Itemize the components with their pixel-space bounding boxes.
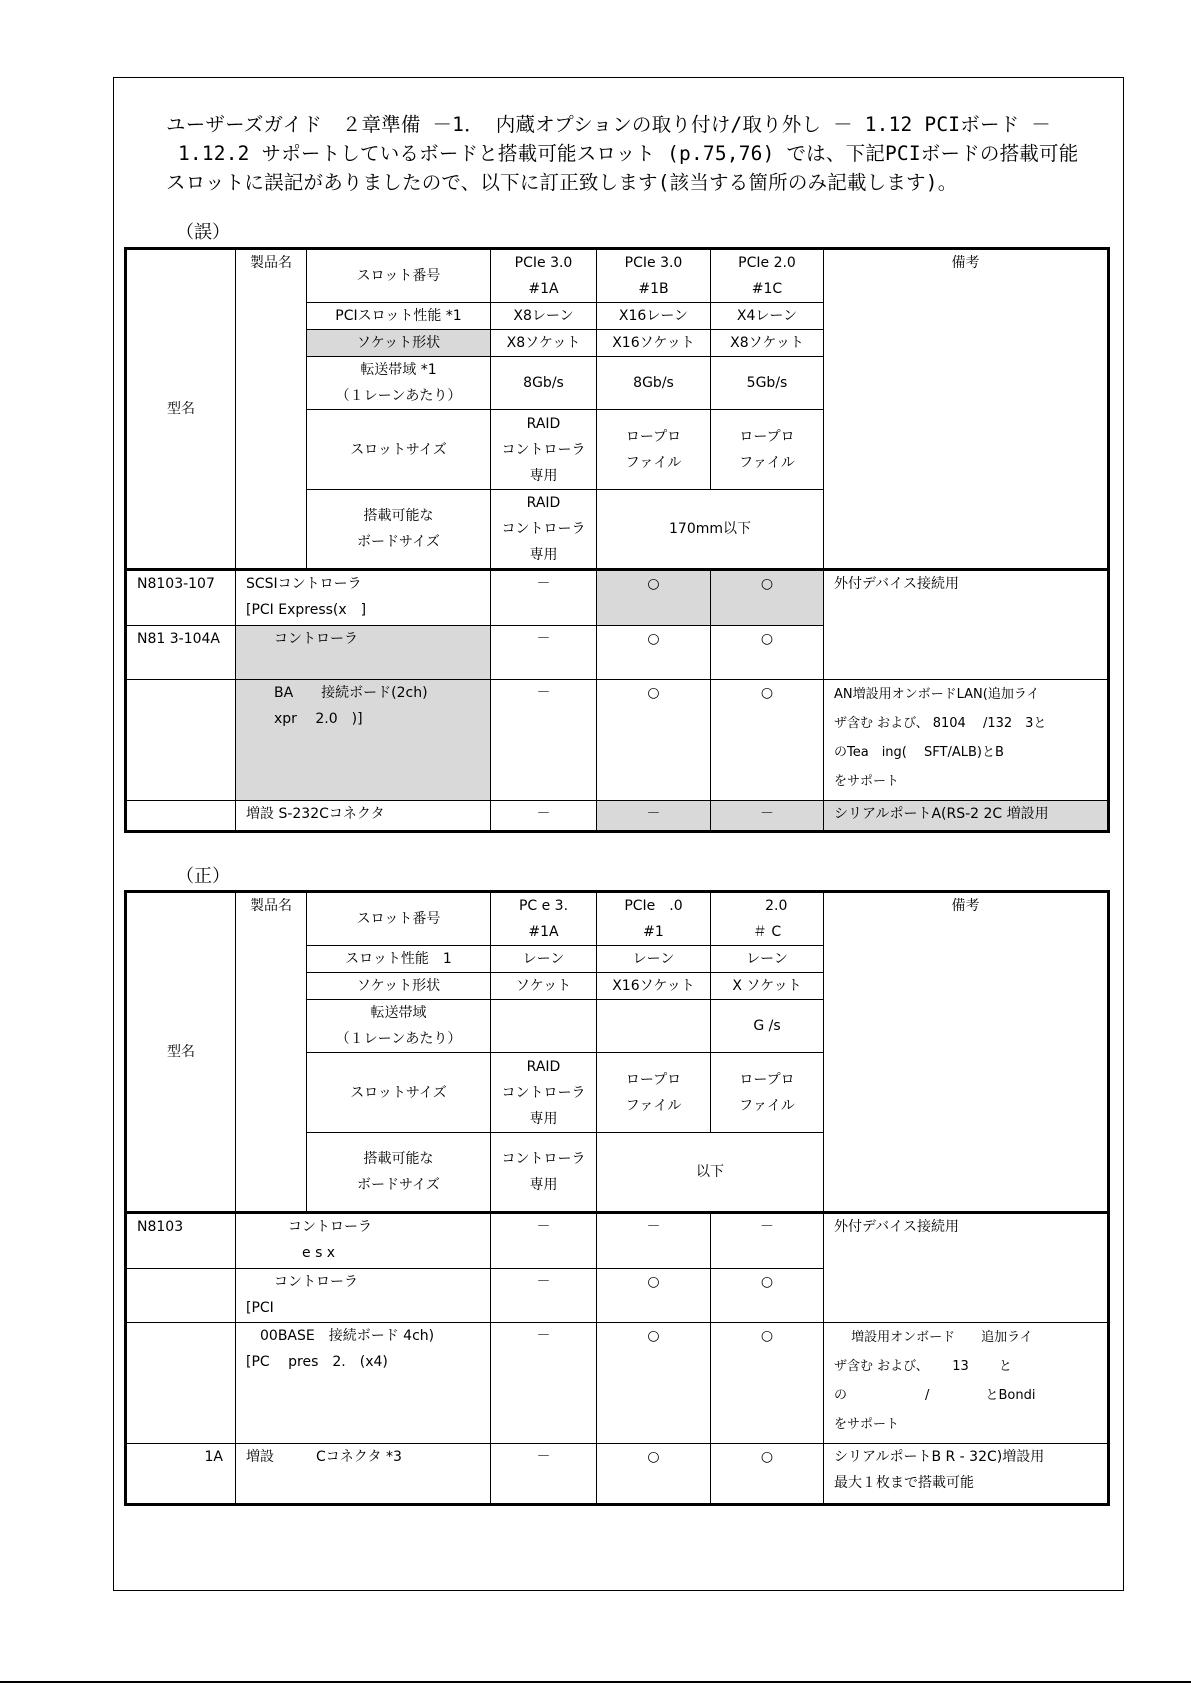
- row-slot-1c: －: [711, 1213, 824, 1269]
- row-model: N8103-107: [126, 570, 236, 626]
- row-slot-1b: －: [597, 1213, 711, 1269]
- row-slot-1b: ○: [597, 1323, 711, 1444]
- row-product: 00BASE 接続ボード 4ch) [PC pres 2. (x4): [236, 1323, 491, 1444]
- row-slot-1a: －: [491, 801, 597, 832]
- bandwidth-label: 転送帯域 *1 （１レーンあたり）: [307, 357, 491, 410]
- row-model: [126, 1323, 236, 1444]
- row-product: コントローラ [PCI: [236, 1269, 491, 1323]
- row-slot-1a: －: [491, 1213, 597, 1269]
- slot-1b-header: PCIe 3.0 #1B: [597, 249, 711, 303]
- slot-size-cell: RAID コントローラ 専用: [491, 1053, 597, 1133]
- socket-cell: X8ソケット: [711, 330, 824, 357]
- perf-cell: X4レーン: [711, 303, 824, 330]
- bandwidth-cell: [491, 1000, 597, 1053]
- product-header: 製品名: [236, 892, 307, 1213]
- perf-cell: X16レーン: [597, 303, 711, 330]
- bandwidth-cell: 8Gb/s: [491, 357, 597, 410]
- intro-text: [166, 110, 1116, 197]
- perf-label: PCIスロット性能 *1: [307, 303, 491, 330]
- row-slot-1c: －: [711, 801, 824, 832]
- slot-1b-header: PCIe .0 #1: [597, 892, 711, 946]
- row-slot-1b: ○: [597, 626, 711, 680]
- slot-size-cell: ロープロ ファイル: [711, 1053, 824, 1133]
- row-product: コントローラ e s x: [236, 1213, 491, 1269]
- slot-1a-header: PC e 3. #1A: [491, 892, 597, 946]
- slot-size-label: スロットサイズ: [307, 410, 491, 490]
- bandwidth-cell: [597, 1000, 711, 1053]
- row-model: N8103: [126, 1213, 236, 1269]
- perf-cell: X8レーン: [491, 303, 597, 330]
- perf-cell: レーン: [711, 946, 824, 973]
- row-product: SCSIコントローラ [PCI Express(x ]: [236, 570, 491, 626]
- bandwidth-label: 転送帯域 （１レーンあたり）: [307, 1000, 491, 1053]
- row-product: 増設 S-232Cコネクタ: [236, 801, 491, 832]
- board-size-cell: RAID コントローラ 専用: [491, 490, 597, 570]
- row-remark: 外付デバイス接続用: [824, 570, 1109, 680]
- board-size-cell: 170mm以下: [597, 490, 824, 570]
- row-model: 1A: [126, 1444, 236, 1505]
- bandwidth-cell: 8Gb/s: [597, 357, 711, 410]
- row-remark: 増設用オンボード 追加ライ ザ含む および、 13 と の / とBondi をサポート: [824, 1323, 1109, 1444]
- slot-1c-header: 2.0 ＃ C: [711, 892, 824, 946]
- row-product: 増設 Cコネクタ *3: [236, 1444, 491, 1505]
- perf-cell: レーン: [491, 946, 597, 973]
- wrong-table: [124, 247, 1110, 833]
- row-slot-1b: －: [597, 801, 711, 832]
- row-slot-1a: －: [491, 570, 597, 626]
- socket-cell: X ソケット: [711, 973, 824, 1000]
- row-slot-1a: －: [491, 1269, 597, 1323]
- row-remark: シリアルポートA(RS-2 2C 増設用: [824, 801, 1109, 832]
- socket-cell: X16ソケット: [597, 330, 711, 357]
- slot-number-header: スロット番号: [307, 892, 491, 946]
- slot-1a-header: PCIe 3.0 #1A: [491, 249, 597, 303]
- wrong-label: （誤）: [176, 222, 230, 243]
- slot-size-cell: RAID コントローラ 専用: [491, 410, 597, 490]
- remarks-header: 備考: [824, 249, 1109, 570]
- intro-line-1: ユーザーズガイド ２章準備 －1． 内蔵オプションの取り付け/取り外し － 1.12 PCIボード －: [166, 113, 1051, 136]
- bandwidth-cell: G /s: [711, 1000, 824, 1053]
- row-slot-1a: －: [491, 680, 597, 801]
- slot-size-label: スロットサイズ: [307, 1053, 491, 1133]
- board-size-label: 搭載可能な ボードサイズ: [307, 490, 491, 570]
- board-size-cell: 以下: [597, 1133, 824, 1213]
- socket-cell: ソケット: [491, 973, 597, 1000]
- row-slot-1c: ○: [711, 680, 824, 801]
- row-slot-1c: ○: [711, 626, 824, 680]
- perf-cell: レーン: [597, 946, 711, 973]
- row-slot-1b: ○: [597, 680, 711, 801]
- slot-size-cell: ロープロ ファイル: [597, 410, 711, 490]
- bandwidth-cell: 5Gb/s: [711, 357, 824, 410]
- row-slot-1c: ○: [711, 1269, 824, 1323]
- row-slot-1b: ○: [597, 1269, 711, 1323]
- row-remark: AN増設用オンボードLAN(追加ライ ザ含む および、 8104 /132 3と のTea ing( SFT/ALB)とB をサポート: [824, 680, 1109, 801]
- board-size-cell: コントローラ 専用: [491, 1133, 597, 1213]
- socket-cell: X16ソケット: [597, 973, 711, 1000]
- row-slot-1c: ○: [711, 1323, 824, 1444]
- socket-cell: X8ソケット: [491, 330, 597, 357]
- row-remark: 外付デバイス接続用: [824, 1213, 1109, 1323]
- slot-1c-header: PCIe 2.0 #1C: [711, 249, 824, 303]
- row-slot-1a: －: [491, 1323, 597, 1444]
- intro-line-3: スロットに誤記がありましたので、以下に訂正致します(該当する箇所のみ記載します)。: [166, 171, 958, 194]
- slot-size-cell: ロープロ ファイル: [597, 1053, 711, 1133]
- slot-number-header: スロット番号: [307, 249, 491, 303]
- row-slot-1c: ○: [711, 1444, 824, 1505]
- intro-line-2: 1.12.2 サポートしているボードと搭載可能スロット (p.75,76) では、下記PCIボードの搭載可能: [166, 142, 1079, 165]
- socket-label: ソケット形状: [307, 973, 491, 1000]
- correct-label: （正）: [176, 866, 230, 887]
- correct-table: [124, 890, 1110, 1506]
- row-model: [126, 801, 236, 832]
- row-remark: シリアルポートB R - 32C)増設用 最大１枚まで搭載可能: [824, 1444, 1109, 1505]
- perf-label: スロット性能 1: [307, 946, 491, 973]
- bottom-edge-line: [0, 1681, 1191, 1683]
- remarks-header: 備考: [824, 892, 1109, 1213]
- product-header: 製品名: [236, 249, 307, 570]
- model-header: 型名: [126, 892, 236, 1213]
- board-size-label: 搭載可能な ボードサイズ: [307, 1133, 491, 1213]
- row-product: BA 接続ボード(2ch) xpr 2.0 )]: [236, 680, 491, 801]
- row-slot-1c: ○: [711, 570, 824, 626]
- row-slot-1a: －: [491, 626, 597, 680]
- row-product: コントローラ: [236, 626, 491, 680]
- model-header: 型名: [126, 249, 236, 570]
- row-model: [126, 1269, 236, 1323]
- row-model: [126, 680, 236, 801]
- row-slot-1b: ○: [597, 570, 711, 626]
- row-model: N81 3-104A: [126, 626, 236, 680]
- socket-label: ソケット形状: [307, 330, 491, 357]
- slot-size-cell: ロープロ ファイル: [711, 410, 824, 490]
- row-slot-1a: －: [491, 1444, 597, 1505]
- row-slot-1b: ○: [597, 1444, 711, 1505]
